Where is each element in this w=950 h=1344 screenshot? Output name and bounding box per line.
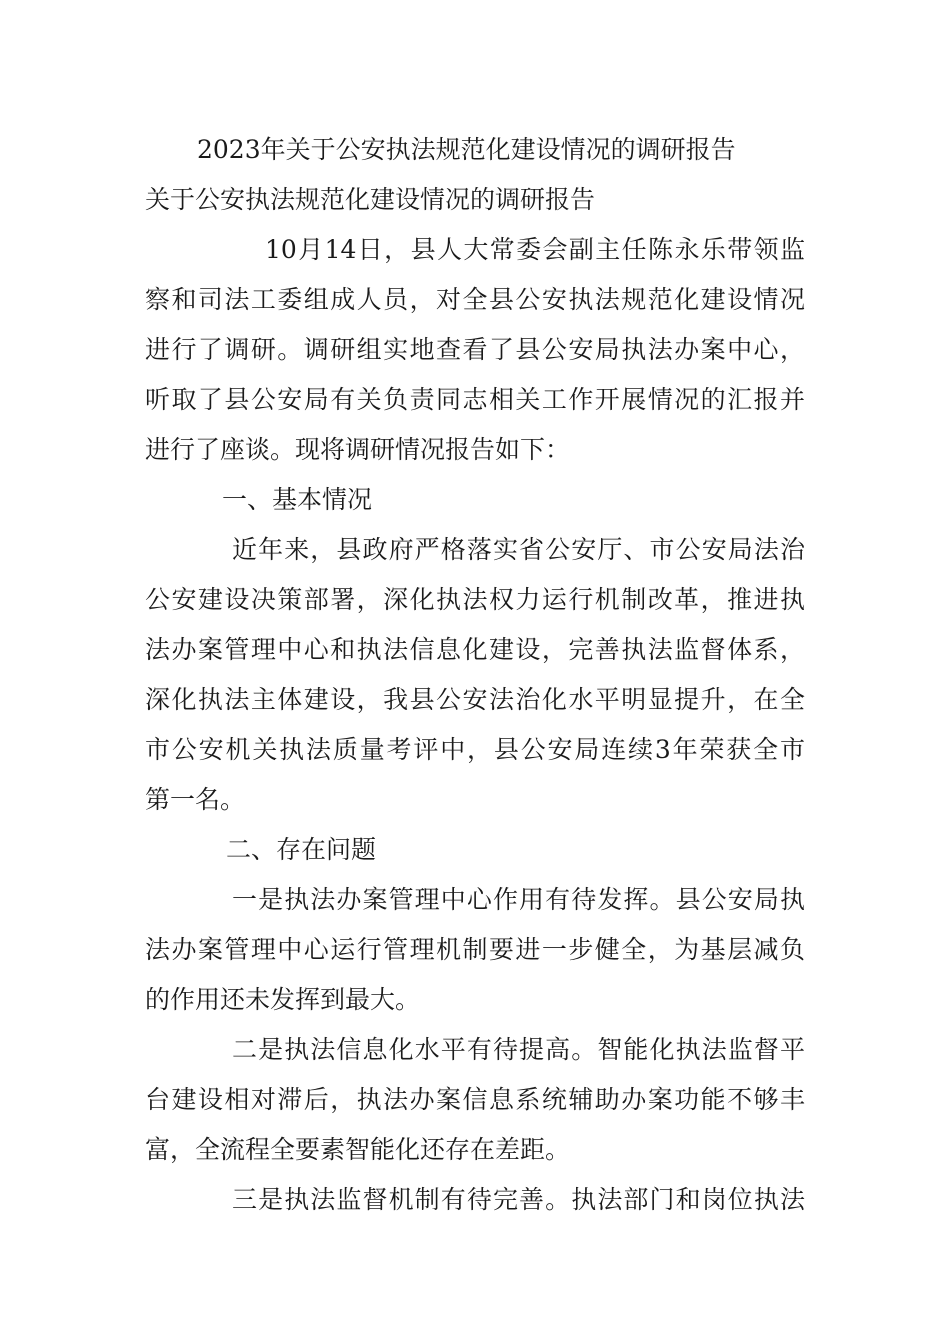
paragraph-line: 第一名。	[145, 785, 246, 814]
paragraph-line: 进行了调研。调研组实地查看了县公安局执法办案中心，	[145, 335, 805, 364]
paragraph-line: 富，全流程全要素智能化还存在差距。	[145, 1135, 571, 1164]
document-subtitle: 关于公安执法规范化建设情况的调研报告	[145, 185, 596, 214]
paragraph-line: 的作用还未发挥到最大。	[145, 985, 421, 1014]
paragraph-line: 察和司法工委组成人员，对全县公安执法规范化建设情况	[145, 285, 805, 314]
paragraph-line: 二是执法信息化水平有待提高。智能化执法监督平	[232, 1035, 805, 1064]
paragraph-line: 听取了县公安局有关负责同志相关工作开展情况的汇报并	[145, 385, 805, 414]
paragraph-line: 10月14日，县人大常委会副主任陈永乐带领监	[265, 235, 805, 264]
paragraph-line: 进行了座谈。现将调研情况报告如下：	[145, 435, 571, 464]
section-heading-problems: 二、存在问题	[226, 835, 377, 864]
paragraph-line: 三是执法监督机制有待完善。执法部门和岗位执法	[232, 1185, 805, 1214]
paragraph-line: 公安建设决策部署，深化执法权力运行机制改革，推进执	[145, 585, 805, 614]
paragraph-line: 市公安机关执法质量考评中，县公安局连续3年荣获全市	[145, 735, 805, 764]
paragraph-line: 深化执法主体建设，我县公安法治化水平明显提升，在全	[145, 685, 805, 714]
paragraph-line: 法办案管理中心运行管理机制要进一步健全，为基层减负	[145, 935, 805, 964]
paragraph-line: 近年来，县政府严格落实省公安厅、市公安局法治	[232, 535, 805, 564]
paragraph-line: 一是执法办案管理中心作用有待发挥。县公安局执	[232, 885, 805, 914]
document-title: 2023年关于公安执法规范化建设情况的调研报告	[197, 135, 736, 164]
paragraph-line: 法办案管理中心和执法信息化建设，完善执法监督体系，	[145, 635, 805, 664]
paragraph-line: 台建设相对滞后，执法办案信息系统辅助办案功能不够丰	[145, 1085, 805, 1114]
section-heading-basic: 一、基本情况	[222, 485, 373, 514]
